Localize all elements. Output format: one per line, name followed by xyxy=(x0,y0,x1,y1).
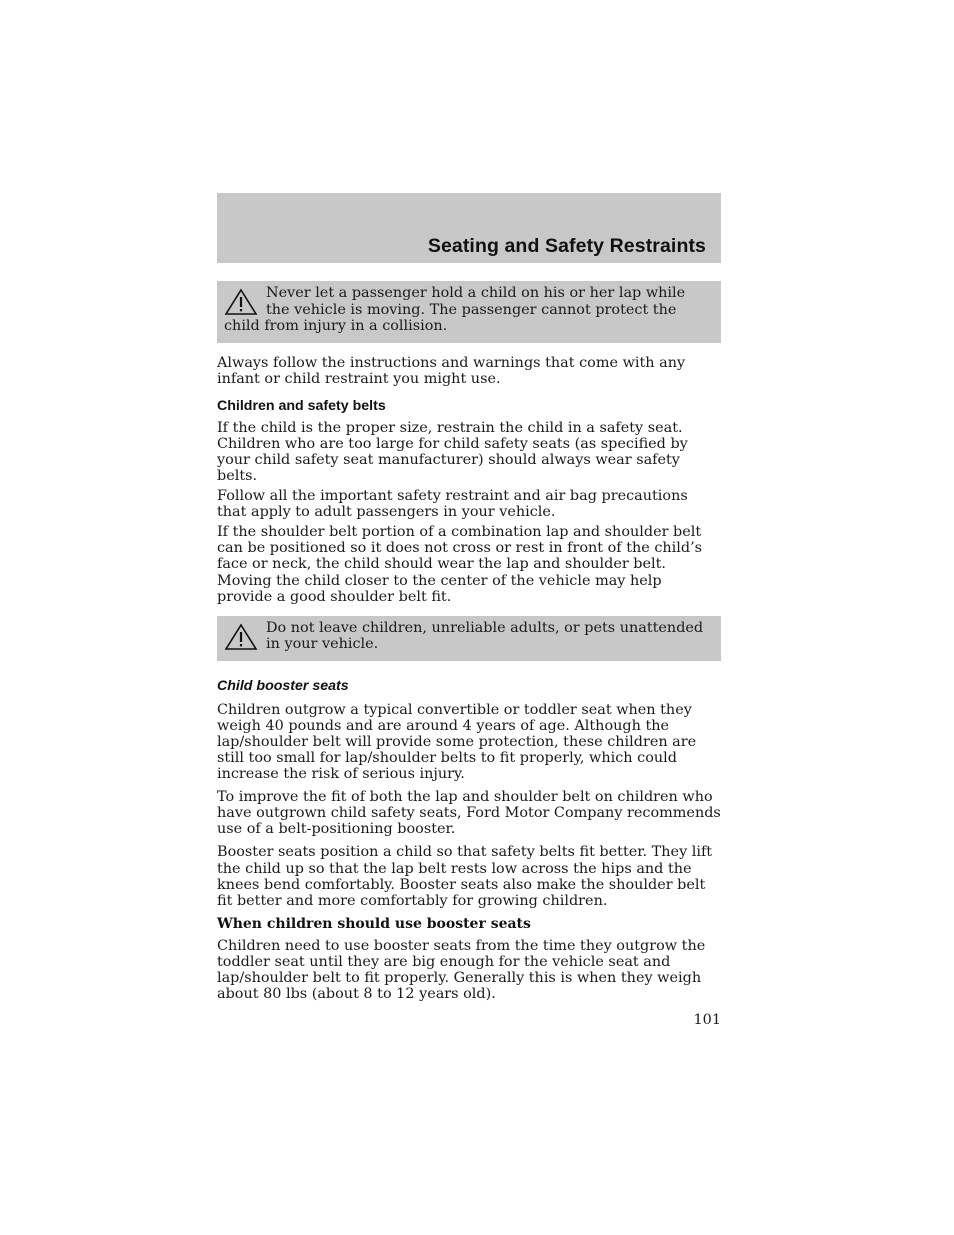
warning-box-unattended xyxy=(217,616,721,661)
page-number: 101 xyxy=(693,1012,721,1029)
paragraph: Booster seats position a child so that safety belts fit better. They lift the child up so that the lap belt rests low across the hips and the knees bend comfortably. Booster seats also make the shoulder belt fit better and more comfortably for growing children. xyxy=(217,844,713,909)
heading-when-booster-seats: When children should use booster seats xyxy=(217,915,531,932)
paragraph: If the child is the proper size, restrain the child in a safety seat. Children who are too large for child safety seats (as specified by your child safety seat manufacturer) should always wear safety belts. xyxy=(217,419,688,484)
warning-triangle-icon xyxy=(224,288,258,316)
intro-paragraph: Always follow the instructions and warnings that come with any infant or child restraint you might use. xyxy=(217,354,686,387)
manual-page xyxy=(217,193,721,1029)
heading-children-safety-belts: Children and safety belts xyxy=(217,397,386,414)
paragraph: Children outgrow a typical convertible or toddler seat when they weigh 40 pounds and are around 4 years of age. Although the lap/shoulder belt will provide some protection, these children are still too small for lap/shoulder belts to fit properly, which could increase the risk of serious injury. xyxy=(217,701,697,783)
warning-box-lap xyxy=(217,281,721,343)
paragraph: To improve the fit of both the lap and shoulder belt on children who have outgrown child safety seats, Ford Motor Company recommends use of a belt-positioning booster. xyxy=(217,789,721,838)
heading-child-booster-seats: Child booster seats xyxy=(217,677,349,694)
paragraph: If the shoulder belt portion of a combination lap and shoulder belt can be positioned so it does not cross or rest in front of the child’s face or neck, the child should wear the lap and shoulder belt. Moving the child closer to the center of the vehicle may help provide a good shoulder belt fit. xyxy=(217,524,703,605)
warning-triangle-icon xyxy=(224,623,258,651)
warning-text: Never let a passenger hold a child on his or her lap while the vehicle is moving. The passenger cannot protect the child from injury in a collision. xyxy=(224,285,686,334)
warning-text: Do not leave children, unreliable adults, or pets unattended in your vehicle. xyxy=(266,619,704,653)
paragraph: Children need to use booster seats from the time they outgrow the toddler seat until they are big enough for the vehicle seat and lap/shoulder belt to fit properly. Generally this is when they weigh about 80 lbs (about 8 to 12 years old). xyxy=(217,937,706,1003)
section-header-band xyxy=(217,193,721,263)
section-title: Seating and Safety Restraints xyxy=(427,235,706,257)
paragraph: Follow all the important safety restraint and air bag precautions that apply to adult passengers in your vehicle. xyxy=(217,488,688,521)
